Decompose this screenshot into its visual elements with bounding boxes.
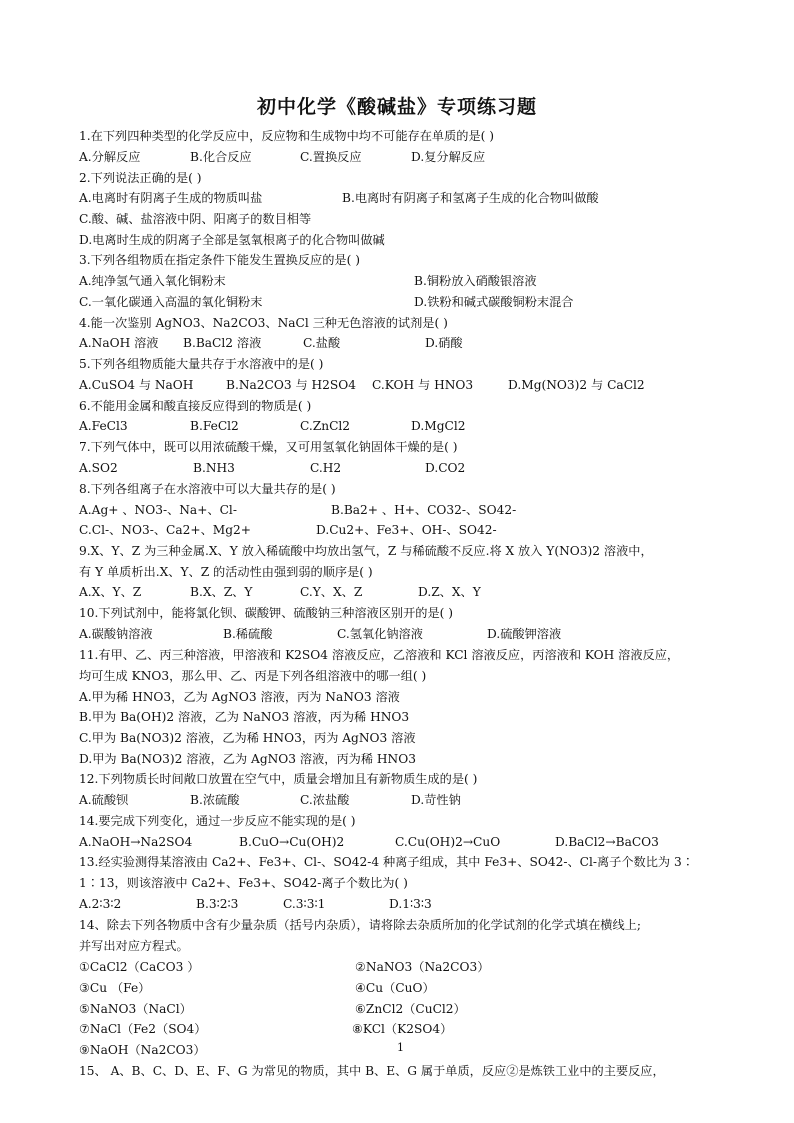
answer-option: B.铜粉放入硝酸银溶液 xyxy=(414,274,537,288)
answer-option: ⑧KCl（K2SO4） xyxy=(352,1022,453,1036)
question-line: 11.有甲、乙、丙三种溶液，甲溶液和 K2SO4 溶液反应，乙溶液和 KCl 溶液反应，丙溶液和 KOH 溶液反应， xyxy=(79,648,680,662)
answer-option: D.Mg(NO3)2 与 CaCl2 xyxy=(508,378,645,392)
answer-option: ④Cu（CuO） xyxy=(355,981,435,995)
question-line: C.甲为 Ba(NO3)2 溶液，乙为稀 HNO3，丙为 AgNO3 溶液 xyxy=(79,731,416,745)
answer-option: B.稀硫酸 xyxy=(223,627,273,641)
question-line: 10.下列试剂中，能将氯化钡、碳酸钾、硫酸钠三种溶液区别开的是( ) xyxy=(79,606,454,620)
answer-option: A.CuSO4 与 NaOH xyxy=(79,378,194,392)
answer-option: C.H2 xyxy=(310,461,342,475)
question-line: 14、除去下列各物质中含有少量杂质（括号内杂质），请将除去杂质所加的化学试剂的化学式填在横线上; xyxy=(79,918,641,932)
answer-option: A.纯净氢气通入氧化铜粉末 xyxy=(79,274,226,288)
page-title: 初中化学《酸碱盐》专项练习题 xyxy=(256,96,537,118)
question-line: 14.要完成下列变化，通过一步反应不能实现的是( ) xyxy=(79,814,356,828)
answer-option: ②NaNO3（Na2CO3） xyxy=(355,960,490,974)
answer-option: A.碳酸钠溶液 xyxy=(79,627,153,641)
question-line: 9.X、Y、Z 为三种金属.X、Y 放入稀硫酸中均放出氢气，Z 与稀硫酸不反应.将 X 放入 Y(NO3)2 溶液中， xyxy=(79,544,653,558)
answer-option: ⑤NaNO3（NaCl） xyxy=(79,1002,192,1016)
answer-option: D.铁粉和碱式碳酸铜粉末混合 xyxy=(414,295,574,309)
question-line: 13.经实验测得某溶液由 Ca2+、Fe3+、Cl-、SO42-4 种离子组成，其中 Fe3+、SO42-、Cl-离子个数比为 3∶ xyxy=(79,855,694,869)
answer-option: B.3∶2∶3 xyxy=(196,897,239,911)
question-line: B.甲为 Ba(OH)2 溶液，乙为 NaNO3 溶液，丙为稀 HNO3 xyxy=(79,710,410,724)
answer-option: C.盐酸 xyxy=(303,336,341,350)
answer-option: A.硫酸钡 xyxy=(79,793,129,807)
answer-option: C.氢氧化钠溶液 xyxy=(337,627,423,641)
answer-option: B.BaCl2 溶液 xyxy=(183,336,262,350)
answer-option: B.CuO→Cu(OH)2 xyxy=(239,835,345,849)
question-line: 5.下列各组物质能大量共存于水溶液中的是( ) xyxy=(79,357,324,371)
answer-option: ⑥ZnCl2（CuCl2） xyxy=(355,1002,466,1016)
answer-option: A.X、Y、Z xyxy=(79,585,142,599)
answer-option: D.Cu2+、Fe3+、OH-、SO42- xyxy=(316,523,497,537)
answer-option: B.NH3 xyxy=(193,461,235,475)
question-line: 并写出对应方程式。 xyxy=(79,939,189,953)
answer-option: ⑨NaOH（Na2CO3） xyxy=(79,1043,206,1057)
question-line: D.电离时生成的阴离子全部是氢氧根离子的化合物叫做碱 xyxy=(79,233,385,247)
page-number: 1 xyxy=(397,1041,404,1054)
question-line: 1∶13，则该溶液中 Ca2+、Fe3+、SO42-离子个数比为( ) xyxy=(79,876,408,890)
answer-option: C.3∶3∶1 xyxy=(283,897,326,911)
answer-option: C.Y、X、Z xyxy=(300,585,363,599)
answer-option: D.MgCl2 xyxy=(411,419,466,433)
question-line: A.甲为稀 HNO3，乙为 AgNO3 溶液，丙为 NaNO3 溶液 xyxy=(79,690,400,704)
answer-option: C.置换反应 xyxy=(300,150,362,164)
answer-option: D.CO2 xyxy=(425,461,466,475)
answer-option: A.SO2 xyxy=(79,461,118,475)
answer-option: ①CaCl2（CaCO3 ） xyxy=(79,960,200,974)
answer-option: A.FeCl3 xyxy=(79,419,128,433)
answer-option: ③Cu （Fe） xyxy=(79,981,151,995)
answer-option: C.浓盐酸 xyxy=(300,793,350,807)
answer-option: C.KOH 与 HNO3 xyxy=(372,378,474,392)
question-line: 6.不能用金属和酸直接反应得到的物质是( ) xyxy=(79,399,312,413)
answer-option: B.X、Z、Y xyxy=(190,585,253,599)
question-line: 12.下列物质长时间敞口放置在空气中，质量会增加且有新物质生成的是( ) xyxy=(79,772,478,786)
answer-option: D.硝酸 xyxy=(425,336,463,350)
question-line: 2.下列说法正确的是( ) xyxy=(79,171,202,185)
answer-option: D.硫酸钾溶液 xyxy=(487,627,562,641)
answer-option: D.复分解反应 xyxy=(411,150,486,164)
question-line: 4.能一次鉴别 AgNO3、Na2CO3、NaCl 三种无色溶液的试剂是( ) xyxy=(79,316,448,330)
answer-option: B.化合反应 xyxy=(190,150,252,164)
answer-option: C.一氧化碳通入高温的氧化铜粉末 xyxy=(79,295,263,309)
answer-option: D.1∶3∶3 xyxy=(389,897,432,911)
answer-option: A.电离时有阴离子生成的物质叫盐 xyxy=(79,191,263,205)
question-line: 7.下列气体中，既可以用浓硫酸干燥，又可用氢氧化钠固体干燥的是( ) xyxy=(79,440,458,454)
answer-option: A.2∶3∶2 xyxy=(79,897,122,911)
answer-option: C.Cl-、NO3-、Ca2+、Mg2+ xyxy=(79,523,251,537)
question-line: 3.下列各组物质在指定条件下能发生置换反应的是( ) xyxy=(79,253,360,267)
answer-option: A.NaOH 溶液 xyxy=(79,336,159,350)
question-line: D.甲为 Ba(NO3)2 溶液，乙为 AgNO3 溶液，丙为稀 HNO3 xyxy=(79,752,416,766)
answer-option: D.Z、X、Y xyxy=(418,585,481,599)
answer-option: B.浓硫酸 xyxy=(190,793,240,807)
answer-option: ⑦NaCl（Fe2（SO4） xyxy=(79,1022,207,1036)
answer-option: A.分解反应 xyxy=(79,150,141,164)
question-line: 15、 A、B、C、D、E、F、G 为常见的物质，其中 B、E、G 属于单质，反应②是炼铁工业中的主要反应， xyxy=(79,1064,665,1078)
answer-option: B.Na2CO3 与 H2SO4 xyxy=(226,378,356,392)
answer-option: C.Cu(OH)2→CuO xyxy=(395,835,501,849)
answer-option: A.NaOH→Na2SO4 xyxy=(79,835,193,849)
answer-option: D.BaCl2→BaCO3 xyxy=(555,835,659,849)
answer-option: A.Ag+ 、NO3-、Na+、Cl- xyxy=(79,503,237,517)
answer-option: B.FeCl2 xyxy=(190,419,239,433)
question-line: 1.在下列四种类型的化学反应中，反应物和生成物中均不可能存在单质的是( ) xyxy=(79,129,495,143)
question-line: 8.下列各组离子在水溶液中可以大量共存的是( ) xyxy=(79,482,336,496)
answer-option: B.电离时有阴离子和氢离子生成的化合物叫做酸 xyxy=(342,191,599,205)
answer-option: D.苛性钠 xyxy=(411,793,461,807)
question-line: C.酸、碱、盐溶液中阴、阳离子的数目相等 xyxy=(79,212,312,226)
question-line: 均可生成 KNO3，那么甲、乙、丙是下列各组溶液中的哪一组( ) xyxy=(79,669,427,683)
answer-option: B.Ba2+ 、H+、CO32-、SO42- xyxy=(331,503,517,517)
question-line: 有 Y 单质析出.X、Y、Z 的活动性由强到弱的顺序是( ) xyxy=(79,565,373,579)
answer-option: C.ZnCl2 xyxy=(300,419,351,433)
